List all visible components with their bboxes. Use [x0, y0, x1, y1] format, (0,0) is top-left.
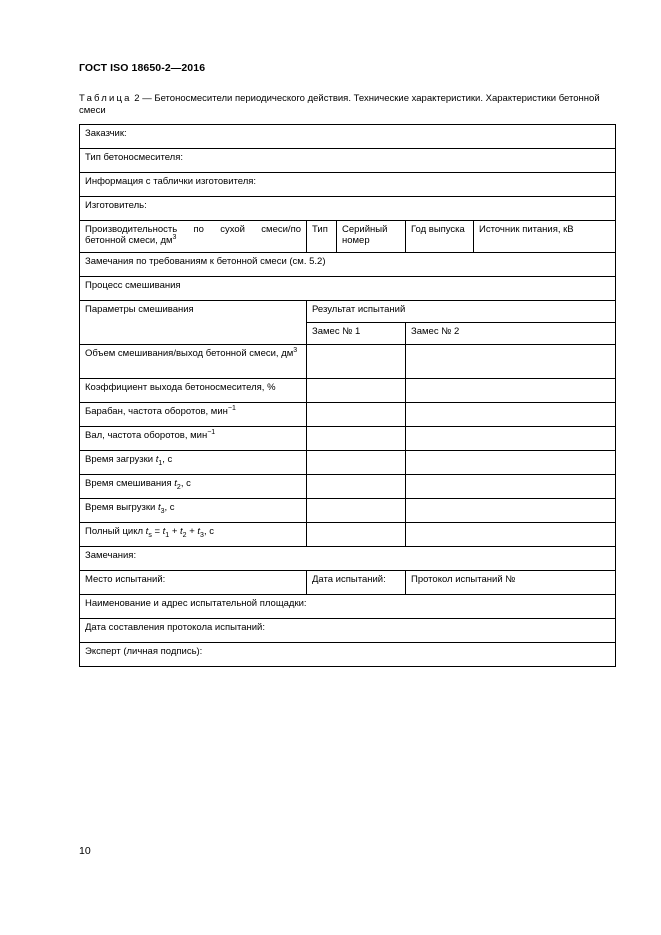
power-label: Источник питания, кВ: [479, 224, 574, 235]
serial-label: Серийный номер: [342, 224, 388, 246]
site-name-field[interactable]: [80, 595, 616, 619]
mixer-type-field[interactable]: [80, 149, 616, 173]
document-id: ГОСТ ISO 18650-2—2016: [79, 62, 206, 74]
type-field[interactable]: [307, 221, 337, 253]
cycle-unit: , с: [203, 526, 214, 537]
capacity-sup: 3: [172, 233, 177, 241]
table-caption: [79, 93, 615, 117]
mix-time-batch1-cell[interactable]: [307, 475, 406, 499]
yield-batch2-cell[interactable]: [406, 379, 616, 403]
unload-time-batch2-cell[interactable]: [406, 499, 616, 523]
test-date-label: Дата испытаний:: [312, 574, 386, 585]
cycle-row-label: [80, 523, 307, 547]
load-time-text: Время загрузки: [85, 454, 156, 465]
manufacturer-field[interactable]: [80, 197, 616, 221]
cycle-var-3: t: [197, 526, 201, 537]
mix-time-batch2-cell[interactable]: [406, 475, 616, 499]
mix-requirements-field[interactable]: [80, 253, 616, 277]
unload-time-batch1-cell[interactable]: [307, 499, 406, 523]
protocol-date-field[interactable]: [80, 619, 616, 643]
batch1-label: Замес № 1: [312, 326, 361, 337]
cycle-eq: =: [151, 526, 163, 537]
params-header: [80, 301, 307, 345]
cycle-plus-2: +: [186, 526, 198, 537]
yield-batch1-cell[interactable]: [307, 379, 406, 403]
volume-row-label: [80, 345, 307, 379]
test-date-field[interactable]: [307, 571, 406, 595]
load-time-unit: , с: [162, 454, 173, 465]
cycle-var-2: t: [180, 526, 183, 537]
drum-batch1-cell[interactable]: [307, 403, 406, 427]
volume-batch1-cell[interactable]: [307, 345, 406, 379]
load-time-var: t: [155, 454, 159, 465]
load-time-sub: 1: [158, 459, 163, 467]
cycle-var-1: t: [162, 526, 166, 537]
shaft-sup: −1: [207, 428, 216, 436]
yield-label: Коэффициент выхода бетоносмесителя, %: [85, 382, 276, 393]
cycle-plus-1: +: [169, 526, 181, 537]
cycle-var-s: t: [145, 526, 149, 537]
volume-batch2-cell[interactable]: [406, 345, 616, 379]
protocol-number-field[interactable]: [406, 571, 616, 595]
load-time-row-label: [80, 451, 307, 475]
capacity-field[interactable]: [80, 221, 307, 253]
cycle-sub-s: s: [148, 531, 152, 539]
cycle-sub-1: 1: [165, 531, 170, 539]
yield-row-label: [80, 379, 307, 403]
remarks-field[interactable]: [80, 547, 616, 571]
volume-label: Объем смешивания/выход бетонной смеси, дм: [85, 348, 294, 359]
cycle-batch1-cell[interactable]: [307, 523, 406, 547]
test-place-label: Место испытаний:: [85, 574, 166, 585]
batch2-label: Замес № 2: [411, 326, 460, 337]
year-label: Год выпуска: [411, 224, 465, 235]
drum-batch2-cell[interactable]: [406, 403, 616, 427]
mix-time-var: t: [174, 478, 177, 489]
unload-time-unit: , с: [164, 502, 175, 513]
load-time-batch2-cell[interactable]: [406, 451, 616, 475]
mixer-type-label: Тип бетоносмесителя:: [85, 152, 183, 163]
unload-time-sub: 3: [160, 507, 165, 515]
protocol-number-label: Протокол испытаний №: [411, 574, 516, 585]
process-header: [80, 277, 616, 301]
drum-sup: −1: [227, 404, 236, 412]
cycle-sub-3: 3: [200, 531, 204, 539]
mix-time-sub: 2: [176, 483, 181, 491]
shaft-row-label: [80, 427, 307, 451]
page-number: 10: [79, 845, 91, 857]
plate-info-field[interactable]: [80, 173, 616, 197]
mix-time-row-label: [80, 475, 307, 499]
mix-time-unit: , с: [180, 478, 191, 489]
mix-requirements-label: Замечания по требованиям к бетонной смеси (см. 5.2): [85, 256, 326, 267]
remarks-label: Замечания:: [85, 550, 137, 561]
caption-label: Таблица: [79, 93, 132, 104]
caption-text: 2 — Бетоносмесители периодического действия. Технические характеристики. Характеристики бетонной смеси: [79, 93, 600, 116]
cycle-batch2-cell[interactable]: [406, 523, 616, 547]
customer-label: Заказчик:: [85, 128, 127, 139]
unload-time-var: t: [157, 502, 161, 513]
mix-time-text: Время смешивания: [85, 478, 175, 489]
shaft-label: Вал, частота оборотов, мин: [85, 430, 208, 441]
test-place-field[interactable]: [80, 571, 307, 595]
shaft-batch2-cell[interactable]: [406, 427, 616, 451]
drum-row-label: [80, 403, 307, 427]
volume-sup: 3: [293, 346, 298, 354]
expert-signature-field[interactable]: [80, 643, 616, 667]
protocol-date-label: Дата составления протокола испытаний:: [85, 622, 265, 633]
site-name-label: Наименование и адрес испытательной площадки:: [85, 598, 307, 609]
batch2-header: [406, 323, 616, 345]
expert-signature-label: Эксперт (личная подпись):: [85, 646, 203, 657]
cycle-text: Полный цикл: [85, 526, 146, 537]
cycle-sub-2: 2: [182, 531, 187, 539]
shaft-batch1-cell[interactable]: [307, 427, 406, 451]
serial-field[interactable]: [337, 221, 406, 253]
year-field[interactable]: [406, 221, 474, 253]
type-label: Тип: [312, 224, 328, 235]
load-time-batch1-cell[interactable]: [307, 451, 406, 475]
capacity-label: Производительность по сухой смеси/по бетонной смеси, дм: [85, 224, 301, 246]
customer-field[interactable]: [80, 125, 616, 149]
unload-time-row-label: [80, 499, 307, 523]
unload-time-text: Время выгрузки: [85, 502, 158, 513]
params-label: Параметры смешивания: [85, 304, 194, 315]
manufacturer-label: Изготовитель:: [85, 200, 147, 211]
power-field[interactable]: [474, 221, 616, 253]
process-label: Процесс смешивания: [85, 280, 181, 291]
batch1-header: [307, 323, 406, 345]
plate-info-label: Информация с таблички изготовителя:: [85, 176, 257, 187]
drum-label: Барабан, частота оборотов, мин: [85, 406, 228, 417]
result-header: [307, 301, 616, 323]
test-report-table: [79, 124, 616, 667]
result-label: Результат испытаний: [312, 304, 406, 315]
